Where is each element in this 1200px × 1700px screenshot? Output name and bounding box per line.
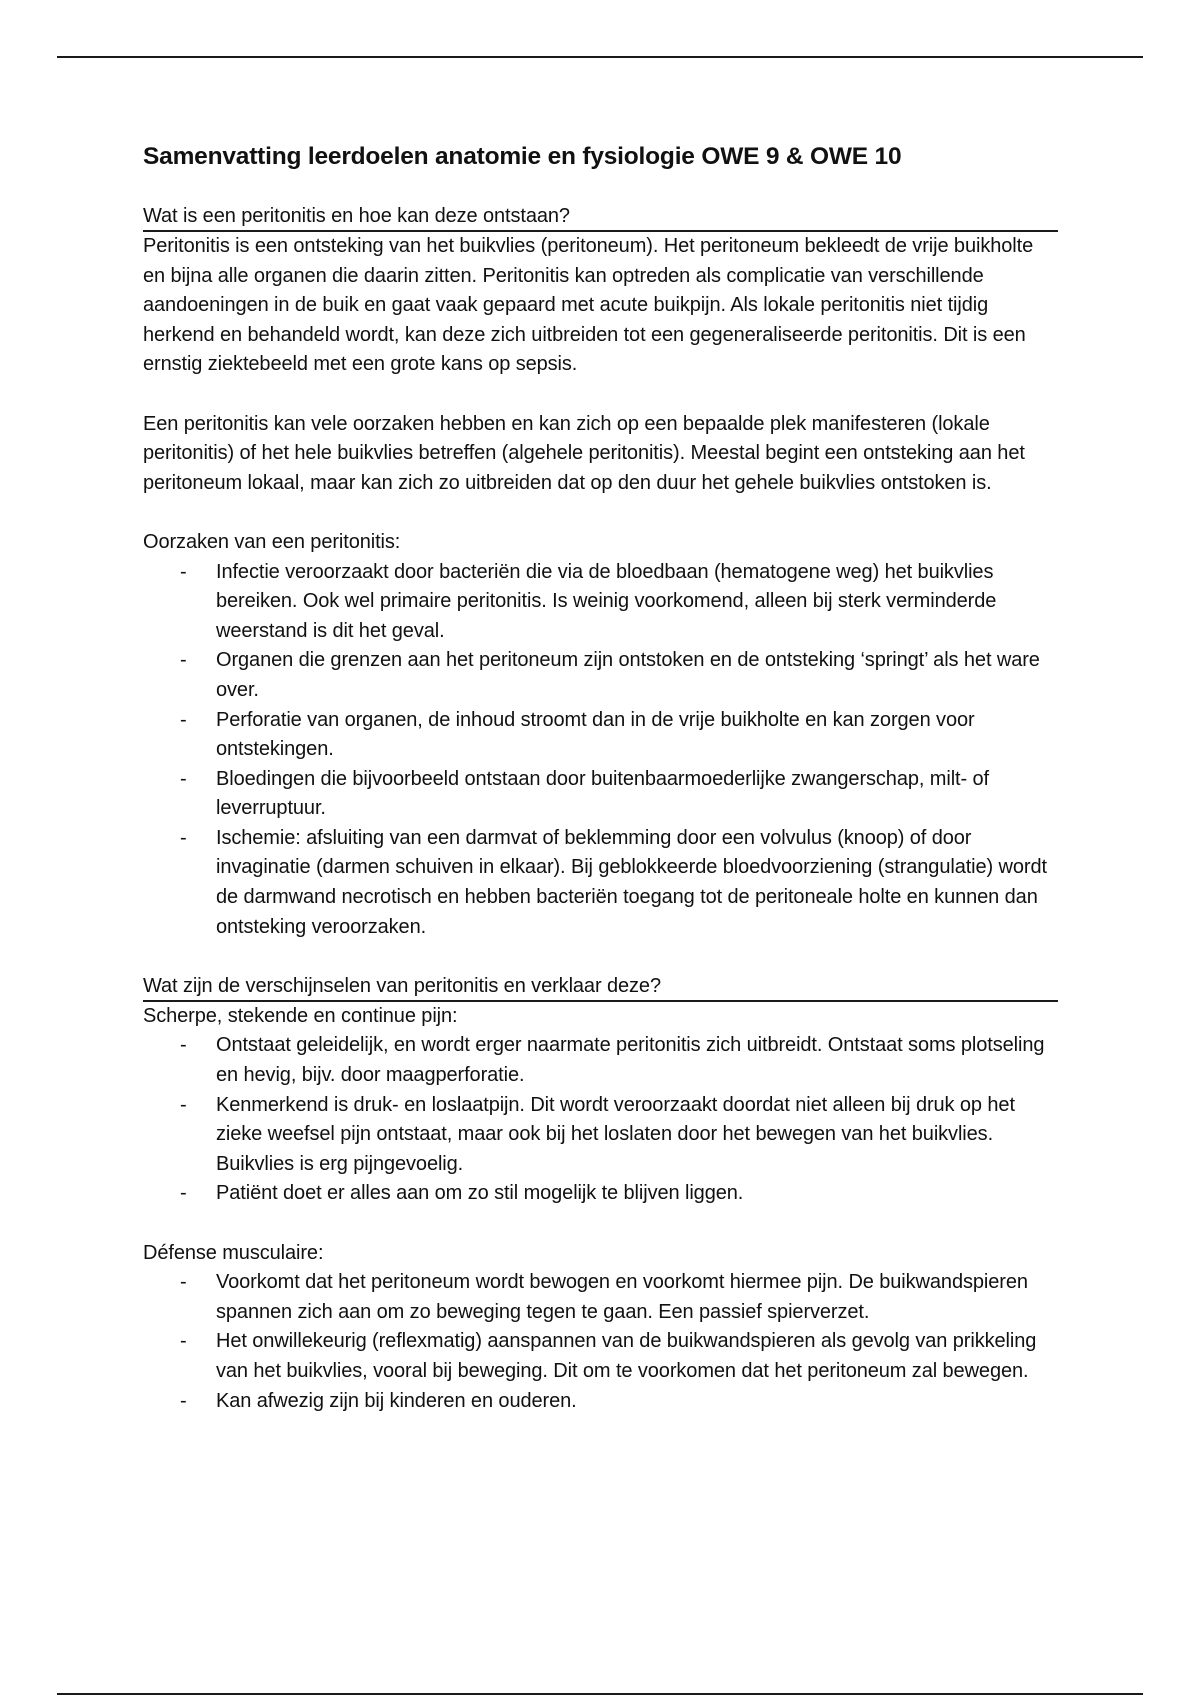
list-item-text: Infectie veroorzaakt door bacteriën die via de bloedbaan (hematogene weg) het buikvlies bereiken. Ook wel primaire peritonitis. Is weinig voorkomend, alleen bij sterk verminderde weerstand is dit het geval. — [216, 560, 997, 642]
list-item-text: Bloedingen die bijvoorbeeld ontstaan door buitenbaarmoederlijke zwangerschap, milt- of leverruptuur. — [216, 767, 989, 820]
list-item — [143, 706, 1058, 765]
document-title: Samenvatting leerdoelen anatomie en fysiologie OWE 9 & OWE 10 — [143, 143, 902, 170]
bullet-dash: - — [180, 1034, 187, 1057]
bullet-dash: - — [180, 1271, 187, 1294]
spacer — [143, 1209, 1058, 1239]
section-symptoms — [143, 972, 1058, 1416]
footer-rule — [57, 1693, 1143, 1695]
bullet-dash: - — [180, 1330, 187, 1353]
pain-list — [143, 1031, 1058, 1209]
spacer — [143, 942, 1058, 972]
list-item — [143, 1268, 1058, 1327]
document-page — [143, 140, 1058, 1416]
list-item-text: Het onwillekeurig (reflexmatig) aanspannen van de buikwandspieren als gevolg van prikkeling van het buikvlies, vooral bij beweging. Dit om te voorkomen dat het peritoneum zal bewegen. — [216, 1330, 1037, 1382]
header-rule — [57, 56, 1143, 58]
question-heading: Wat is een peritonitis en hoe kan deze ontstaan? — [143, 202, 1058, 232]
bullet-dash: - — [180, 1182, 187, 1205]
causes-heading: Oorzaken van een peritonitis: — [143, 530, 401, 553]
bullet-dash: - — [180, 649, 187, 672]
paragraph: Een peritonitis kan vele oorzaken hebben en kan zich op een bepaalde plek manifesteren (lokale peritonitis) of het hele buikvlies betreffen (algehele peritonitis). Meestal begint een ontsteking aan het peritoneum lokaal, maar kan zich zo uitbreiden dat op den duur het gehele buikvlies ontstoken is. — [143, 412, 1025, 494]
list-item-text: Perforatie van organen, de inhoud stroomt dan in de vrije buikholte en kan zorgen voor ontstekingen. — [216, 708, 975, 761]
list-item — [143, 1179, 1058, 1209]
list-item-text: Voorkomt dat het peritoneum wordt bewogen en voorkomt hiermee pijn. De buikwandspieren spannen zich aan om zo beweging tegen te gaan. Een passief spierverzet. — [216, 1271, 1028, 1323]
paragraph: Peritonitis is een ontsteking van het buikvlies (peritoneum). Het peritoneum bekleedt de vrije buikholte en bijna alle organen die daarin zitten. Peritonitis kan optreden als complicatie van verschillende aandoeningen in de buik en gaat vaak gepaard met acute buikpijn. Als lokale peritonitis niet tijdig herkend en behandeld wordt, kan deze zich uitbreiden tot een gegeneraliseerde peritonitis. Dit is een ernstig ziektebeeld met een grote kans op sepsis. — [143, 235, 1034, 376]
question-heading: Wat zijn de verschijnselen van peritonitis en verklaar deze? — [143, 972, 1058, 1002]
bullet-dash: - — [180, 826, 187, 849]
causes-list — [143, 558, 1058, 943]
bullet-dash: - — [180, 1389, 187, 1412]
list-item — [143, 824, 1058, 942]
spacer — [143, 380, 1058, 410]
defense-list — [143, 1268, 1058, 1416]
list-item — [143, 1031, 1058, 1090]
list-item-text: Patiënt doet er alles aan om zo stil mogelijk te blijven liggen. — [216, 1182, 744, 1205]
list-item-text: Kenmerkend is druk- en loslaatpijn. Dit wordt veroorzaakt doordat niet alleen bij druk op het zieke weefsel pijn ontstaat, maar ook bij het loslaten door het bewegen van het buikvlies. Buikvlies is erg pijngevoelig. — [216, 1093, 1015, 1175]
list-item — [143, 646, 1058, 705]
list-item — [143, 1091, 1058, 1180]
bullet-dash: - — [180, 767, 187, 790]
bullet-dash: - — [180, 560, 187, 583]
pain-heading: Scherpe, stekende en continue pijn: — [143, 1004, 458, 1027]
list-item — [143, 765, 1058, 824]
list-item-text: Kan afwezig zijn bij kinderen en ouderen. — [216, 1389, 577, 1412]
section-peritonitis-definition — [143, 202, 1058, 942]
list-item-text: Ischemie: afsluiting van een darmvat of beklemming door een volvulus (knoop) of door invaginatie (darmen schuiven in elkaar). Bij geblokkeerde bloedvoorziening (strangulatie) wordt de darmwand necrotisch en hebben bacteriën toegang tot de peritoneale holte en kunnen dan ontsteking veroorzaken. — [216, 826, 1047, 938]
list-item — [143, 1327, 1058, 1386]
list-item-text: Ontstaat geleidelijk, en wordt erger naarmate peritonitis zich uitbreidt. Ontstaat soms plotseling en hevig, bijv. door maagperforatie. — [216, 1034, 1045, 1087]
list-item-text: Organen die grenzen aan het peritoneum zijn ontstoken en de ontsteking ‘springt’ als het ware over. — [216, 649, 1040, 701]
defense-heading: Défense musculaire: — [143, 1241, 324, 1264]
list-item — [143, 558, 1058, 647]
bullet-dash: - — [180, 708, 187, 731]
spacer — [143, 498, 1058, 528]
list-item — [143, 1387, 1058, 1417]
bullet-dash: - — [180, 1093, 187, 1116]
